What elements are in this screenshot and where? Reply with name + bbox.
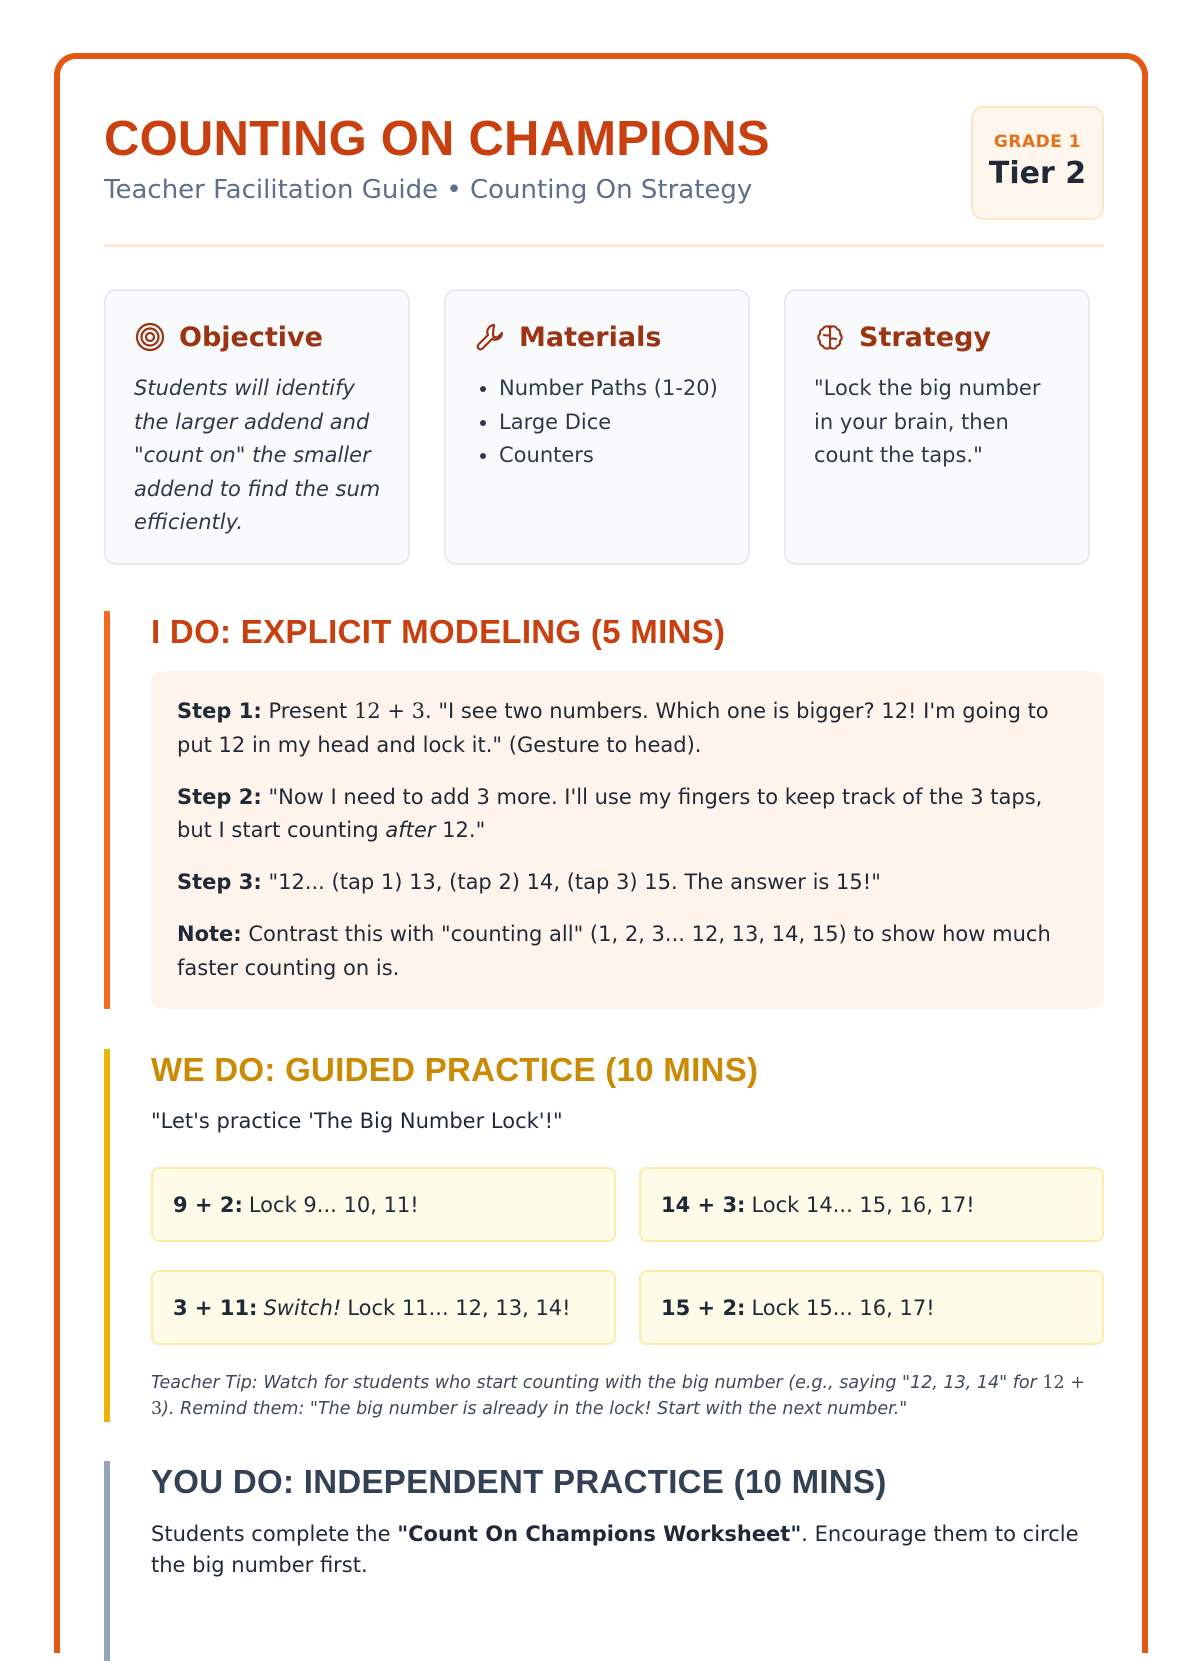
materials-item: • Counters — [499, 439, 722, 473]
note-label: Note: — [177, 922, 242, 946]
step-1 — [177, 695, 1078, 762]
brain-icon — [814, 321, 846, 353]
you-do-title: YOU DO: INDEPENDENT PRACTICE (10 MINS) — [151, 1463, 887, 1500]
grade-label: GRADE 1 — [993, 132, 1082, 152]
step-2 — [177, 781, 1078, 848]
problem-text: Lock 9... 10, 11! — [248, 1192, 419, 1217]
you-do-text-a: Students complete the — [151, 1522, 391, 1546]
materials-item: • Number Paths (1-20) — [499, 372, 722, 406]
practice-problem — [639, 1167, 1104, 1242]
problem-equation: 15 + 2: — [661, 1295, 746, 1320]
materials-list — [474, 372, 722, 473]
practice-problem — [639, 1270, 1104, 1345]
practice-problem — [151, 1167, 616, 1242]
page-subtitle: Teacher Facilitation Guide • Counting On Strategy — [104, 175, 753, 205]
you-do-text-b: . Encourage them to circle the big number first. — [151, 1522, 1079, 1577]
you-do-bar — [104, 1461, 110, 1661]
strategy-card — [784, 289, 1090, 565]
tip-text-a: Teacher Tip: Watch for students who start counting with the big number (e.g., saying "12, 13, 14" for — [151, 1373, 1037, 1393]
worksheet-name: "Count On Champions Worksheet" — [397, 1522, 802, 1546]
problem-equation: 14 + 3: — [661, 1192, 746, 1217]
tier-label: Tier 2 — [988, 156, 1087, 191]
note — [177, 918, 1078, 985]
materials-card — [444, 289, 750, 565]
problem-note: Switch! — [263, 1295, 342, 1320]
step-1-label: Step 1: — [177, 699, 262, 723]
i-do-bar — [104, 611, 110, 1009]
step-3 — [177, 866, 1078, 900]
problem-equation: 3 + 11: — [173, 1295, 258, 1320]
problem-text: Lock 14... 15, 16, 17! — [751, 1192, 975, 1217]
teacher-tip — [151, 1370, 1104, 1422]
we-do-title: WE DO: GUIDED PRACTICE (10 MINS) — [151, 1051, 759, 1088]
grade-badge — [971, 106, 1104, 220]
problem-text: Lock 15... 16, 17! — [751, 1295, 935, 1320]
step-3-label: Step 3: — [177, 870, 262, 894]
page-title: COUNTING ON CHAMPIONS — [104, 112, 770, 166]
we-do-intro: "Let's practice 'The Big Number Lock'!" — [151, 1109, 563, 1133]
step-2-label: Step 2: — [177, 784, 262, 809]
tip-math: 12 + 3 — [151, 1373, 1085, 1419]
practice-problem — [151, 1270, 616, 1345]
guide-card — [54, 53, 1148, 1653]
note-text: Contrast this with "counting all" (1, 2, 3... 12, 13, 14, 15) to show how much faster counting on is. — [177, 922, 1051, 980]
problem-equation: 9 + 2: — [173, 1192, 243, 1217]
objective-text: Students will identify the larger addend and "count on" the smaller addend to find the sum efficiently. — [134, 376, 381, 534]
wrench-icon — [474, 321, 506, 353]
step-2-text-a: "Now I need to add 3 more. I'll use my fingers to keep track of the 3 taps, but I start counting — [177, 784, 1043, 842]
you-do-text — [151, 1519, 1104, 1581]
i-do-title: I DO: EXPLICIT MODELING (5 MINS) — [151, 613, 726, 650]
step-1-text: . "I see two numbers. Which one is bigger? 12! I'm going to put 12 in my head and lock it." (Gesture to head). — [177, 699, 1049, 757]
strategy-title: Strategy — [859, 321, 992, 353]
problem-text: Lock 11... 12, 13, 14! — [347, 1295, 571, 1320]
step-1-math: 12 + 3 — [353, 699, 425, 723]
i-do-steps — [151, 671, 1104, 1009]
step-3-text: "12... (tap 1) 13, (tap 2) 14, (tap 3) 15. The answer is 15!" — [268, 870, 881, 894]
step-2-emphasis: after — [385, 818, 436, 842]
target-icon — [134, 321, 166, 353]
strategy-text: "Lock the big number in your brain, then count the taps." — [814, 376, 1041, 467]
header-divider — [104, 244, 1104, 247]
tip-text-b: ). Remind them: "The big number is already in the lock! Start with the next number." — [162, 1399, 908, 1419]
we-do-section — [104, 1049, 1104, 1429]
objective-title: Objective — [179, 321, 323, 353]
we-do-bar — [104, 1049, 110, 1422]
i-do-section — [104, 611, 1104, 1031]
materials-title: Materials — [519, 321, 662, 353]
materials-item: • Large Dice — [499, 406, 722, 440]
objective-card — [104, 289, 410, 565]
step-2-text-b: 12." — [442, 818, 486, 842]
step-1-pre: Present — [268, 699, 348, 723]
you-do-section — [104, 1461, 1104, 1661]
